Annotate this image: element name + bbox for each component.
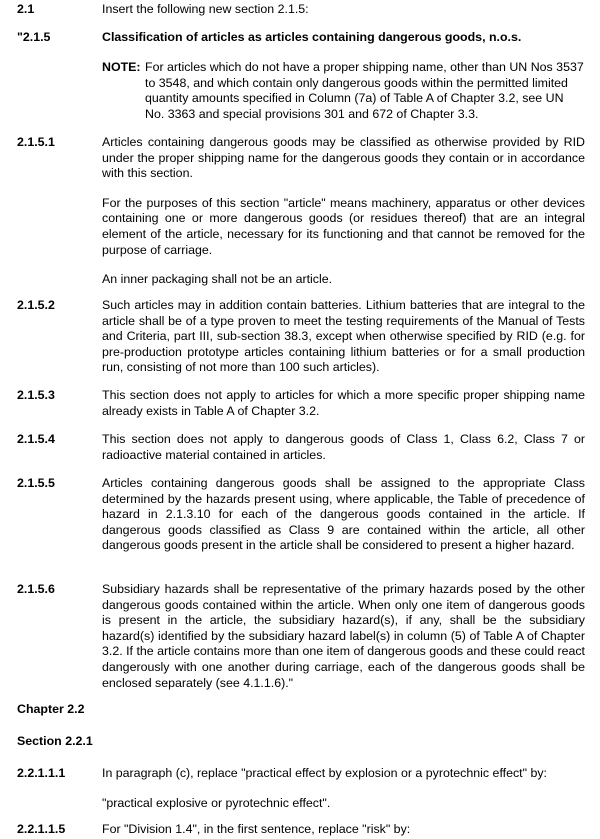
paragraph: Subsidiary hazards shall be representative of the primary hazards posed by the other dangerous goods contained within the article. When only one item of dangerous goods is present in the article, the subsidiary hazard(s), if any, shall be the subsidiary hazard(s) identified by the subsidiary hazard label(s) in column (5) of Table A of Chapter 3.2. If the article contains more than one item of dangerous goods and these could react dangerously with one another during carriage, each of the dangerous goods shall be enclosed separately (see 4.1.1.6)."	[102, 582, 585, 690]
paragraph: Articles containing dangerous goods shall be assigned to the appropriate Class determined by the hazards present using, where applicable, the Table of precedence of hazard in 2.1.3.10 for each of the dangerous goods contained in the article. If dangerous goods classified as Class 9 are contained within the article, all other dangerous goods present in the article shall be considered to present a higher hazard.	[102, 476, 585, 553]
section-2-2-1-1-1	[17, 766, 585, 811]
section-2-1-5-2	[17, 298, 585, 376]
paragraph: Articles containing dangerous goods may be classified as otherwise provided by RID under the proper shipping name for the dangerous goods they contain or in accordance with this section.	[102, 135, 585, 181]
paragraph: Such articles may in addition contain batteries. Lithium batteries that are integral to the article shall be of a type proven to meet the testing requirements of the Manual of Tests and Criteria, part III, sub-section 38.3, except when otherwise specified by RID (e.g. for pre-production prototype articles containing lithium batteries or for a small production run, consisting of not more than 100 such articles).	[102, 298, 585, 375]
paragraph: This section does not apply to dangerous goods of Class 1, Class 6.2, Class 7 or radioactive material contained in articles.	[102, 432, 585, 462]
section-number: 2.1.5.3	[17, 388, 55, 402]
section-text: Insert the following new section 2.1.5:	[102, 2, 309, 16]
paragraph: For "Division 1.4", in the first sentence, replace "risk" by:	[102, 822, 411, 836]
section-2-1-5-3	[17, 388, 585, 419]
section-number: 2.1.5.6	[17, 582, 55, 596]
chapter-heading: Chapter 2.2	[17, 702, 85, 716]
section-2-1-5-6	[17, 582, 585, 691]
section-number: 2.1	[17, 2, 35, 16]
section-number: "2.1.5	[17, 30, 51, 44]
note-label: NOTE:	[102, 60, 141, 74]
section-number: 2.2.1.1.1	[17, 766, 66, 780]
paragraph: "practical explosive or pyrotechnic effect".	[102, 795, 331, 810]
section-heading: Section 2.2.1	[17, 734, 93, 748]
section-2-1-5-1	[17, 135, 585, 288]
section-2-2-1-1-5	[17, 822, 585, 838]
paragraph: This section does not apply to articles for which a more specific proper shipping name already exists in Table A of Chapter 3.2.	[102, 388, 585, 418]
paragraph: In paragraph (c), replace "practical effect by explosion or a pyrotechnic effect" by:	[102, 766, 547, 780]
paragraph: For the purposes of this section "article" means machinery, apparatus or other devices containing one or more dangerous goods (or residues thereof) that are an integral element of the article, necessary for its functioning and that cannot be removed for the purpose of carriage.	[102, 195, 585, 257]
section-number: 2.1.5.4	[17, 432, 55, 446]
section-number: 2.1.5.5	[17, 476, 55, 490]
paragraph: An inner packaging shall not be an article.	[102, 272, 333, 287]
note-text: For articles which do not have a proper shipping name, other than UN Nos 3537 to 3548, and which contain only dangerous goods within the permitted limited quantity amounts specified in Column (7a) of Table A of Chapter 3.2, see UN No. 3363 and special provisions 301 and 672 of Chapter 3.3.	[145, 60, 584, 121]
section-number: 2.1.5.1	[17, 135, 55, 149]
section-2-1-5-5	[17, 476, 585, 554]
section-number: 2.1.5.2	[17, 298, 55, 312]
section-title: Classification of articles as articles containing dangerous goods, n.o.s.	[102, 30, 522, 44]
section-2-1	[17, 2, 585, 18]
section-2-1-5	[17, 30, 585, 46]
note-block	[102, 60, 585, 122]
section-number: 2.2.1.1.5	[17, 822, 66, 836]
section-2-1-5-4	[17, 432, 585, 463]
